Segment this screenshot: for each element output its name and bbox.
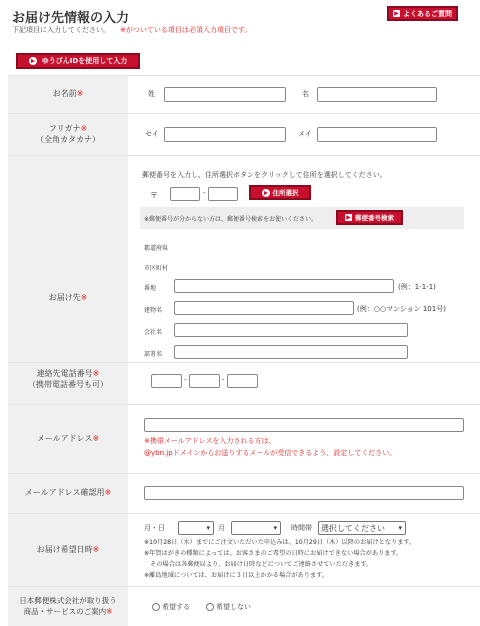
kana-label: フリガナ※ （全角カタカナ） [8, 114, 128, 155]
email-row [8, 404, 480, 473]
company-input[interactable] [174, 323, 408, 337]
opt-yes[interactable]: 希望する [152, 602, 190, 612]
phone-3-input[interactable] [227, 374, 258, 388]
postal-code-2-input[interactable] [208, 187, 238, 201]
page-title: お届け先情報の入力 [12, 11, 130, 26]
delivery-note-4: ※離島地域については、お届けに３日以上かかる場合があります。 [144, 572, 329, 579]
chevron-down-icon: ▾ [273, 524, 277, 532]
arrow-icon: ▶ [394, 10, 399, 17]
address-select-button[interactable]: 住所選択 [249, 185, 311, 200]
postal-mark: 〒 [150, 191, 158, 200]
email-note-1: ※携帯メールアドレスを入力される方は、 [144, 437, 276, 445]
building-label: 建物名 [144, 307, 163, 314]
instructions [12, 25, 251, 35]
delivery-note-2: ※年賀はがきの種類によっては、お客さまのご希望の日時にお届けできない場合があります。 [144, 550, 403, 557]
phone-sep-2: - [222, 376, 225, 384]
radio-no[interactable] [206, 603, 214, 611]
city-label: 市区町村 [144, 265, 169, 272]
chevron-down-icon: ▾ [206, 524, 210, 532]
time-label: 時間帯 [291, 524, 312, 532]
phone-label: 連絡先電話番号※ （携帯電話番号も可） [8, 363, 128, 397]
phone-1-input[interactable] [151, 374, 182, 388]
banchi-example: (例：1-1-1) [398, 283, 436, 291]
last-name-input[interactable] [164, 87, 286, 102]
department-label: 部署名 [144, 351, 163, 358]
yubin-id-button[interactable] [16, 53, 140, 69]
banchi-input[interactable] [174, 279, 394, 293]
opt-no[interactable]: 希望しない [206, 602, 251, 612]
company-label: 会社名 [144, 329, 163, 336]
building-example: (例：○○マンション 101号) [357, 305, 446, 313]
required-note: ※がついている項目は必須入力項目です。 [120, 26, 252, 34]
month-unit: 月 [218, 524, 225, 532]
arrow-icon: ▶ [346, 214, 351, 221]
address-row [8, 155, 480, 441]
email-confirm-label: メールアドレス確認用 ※ [8, 474, 128, 513]
name-label: お名前 ※ [8, 76, 128, 113]
service-info-label: 日本郵便株式会社が取り扱う 商品・サービスのご案内※ [8, 587, 128, 626]
first-name-input[interactable] [317, 87, 437, 102]
email-input[interactable] [144, 418, 464, 432]
phone-2-input[interactable] [189, 374, 220, 388]
arrow-circle-icon [262, 189, 270, 197]
postal-sep: - [203, 189, 206, 197]
postal-code-1-input[interactable] [170, 187, 200, 201]
month-select[interactable] [178, 521, 214, 535]
faq-button[interactable] [387, 6, 458, 21]
name-row [8, 75, 480, 113]
building-input[interactable] [174, 301, 354, 315]
faq-label: よくあるご質問 [403, 9, 452, 18]
yubin-id-label: ゆうびんIDを使用して入力 [41, 57, 128, 65]
radio-yes[interactable] [152, 603, 160, 611]
day-select[interactable] [231, 521, 281, 535]
phone-sep-1: - [184, 376, 187, 384]
phone-row [8, 362, 480, 397]
postal-help-box [140, 207, 464, 229]
month-day-label: 月・日 [144, 524, 165, 532]
address-label: お届け先 ※ [8, 156, 128, 441]
chevron-down-icon: ▾ [398, 524, 402, 532]
first-name-kana-input[interactable] [317, 127, 437, 142]
department-input[interactable] [174, 345, 408, 359]
page-header [12, 6, 472, 36]
service-info-row [8, 586, 480, 626]
banchi-label: 番地 [144, 285, 157, 292]
kana-row [8, 113, 480, 155]
delivery-row [8, 513, 480, 586]
sei-kana-label: セイ [145, 130, 159, 138]
last-name-kana-input[interactable] [164, 127, 286, 142]
address-instruction: 郵便番号を入力し、住所選択ボタンをクリックして住所を選択してください。 [142, 171, 387, 179]
arrow-circle-icon [29, 57, 37, 65]
email-confirm-input[interactable] [144, 486, 464, 500]
email-label: メールアドレス ※ [8, 405, 128, 473]
delivery-note-3: その場合は各郵便局より、お届け日時などについてご連絡させていただきます。 [144, 561, 373, 568]
delivery-note-1: ※10月28日（水）までにご注文いただいた申込みは、10月29日（木）以降のお届けとなります。 [144, 539, 416, 546]
mei-kana-label: メイ [298, 130, 312, 138]
time-select[interactable]: 選択してください ▾ [318, 521, 406, 535]
email-note-2: @ybn.jpドメインからお送りするメールが受信できるよう、設定してください。 [144, 449, 397, 457]
mei-label: 名 [302, 90, 309, 98]
postal-search-button[interactable]: ▶ 郵便番号検索 [336, 210, 403, 225]
prefecture-label: 都道府県 [144, 245, 169, 252]
sei-label: 姓 [148, 90, 155, 98]
postal-help-text: ※郵便番号が分からない方は、郵便番号検索をお使いください。 [144, 216, 318, 223]
email-confirm-row [8, 473, 480, 513]
delivery-label: お届け希望日時 ※ [8, 514, 128, 586]
instruction-text: 下記項目に入力してください。 [12, 26, 110, 34]
